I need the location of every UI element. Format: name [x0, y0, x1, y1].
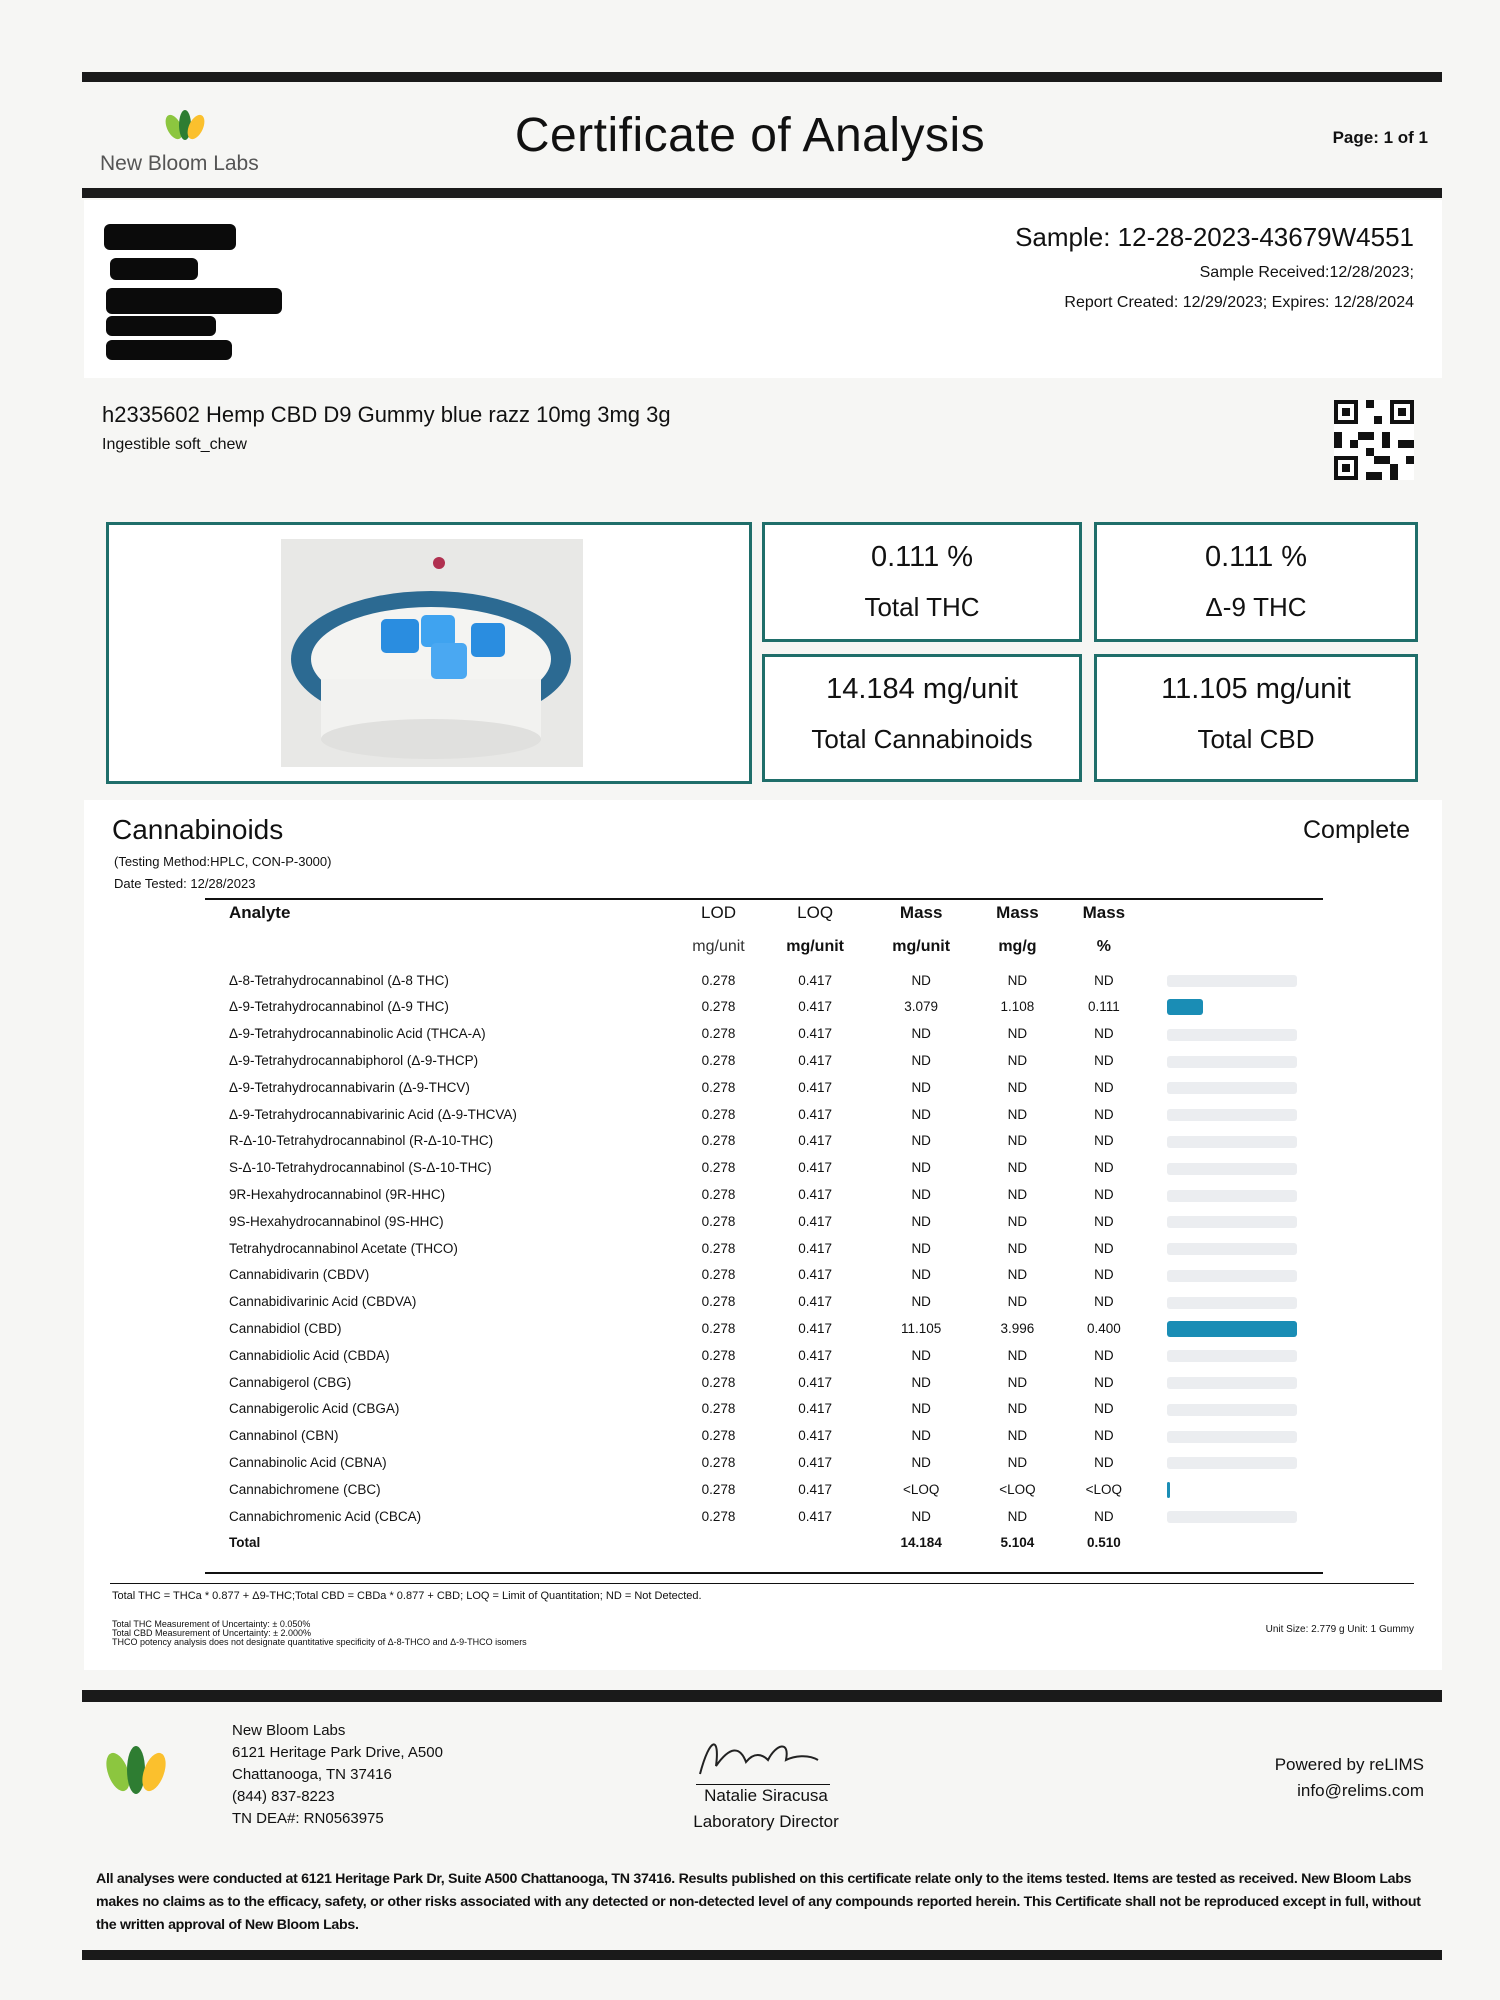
loq-value: 0.417 [798, 1026, 833, 1042]
loq-value: 0.417 [798, 1187, 833, 1203]
summary-label: Δ-9 THC [1205, 592, 1307, 622]
mass-mgg-value: ND [1007, 1053, 1028, 1069]
sample-received: Sample Received:12/28/2023; [1199, 264, 1414, 281]
col-mass-mgunit: Mass [899, 903, 943, 923]
result-bar-empty [1167, 1404, 1297, 1416]
result-bar-cell [1147, 1181, 1323, 1208]
mass-pct-value: 0.111 [1087, 999, 1120, 1015]
result-bar-empty [1167, 1377, 1297, 1389]
mass-mgg-value: ND [1007, 1187, 1028, 1203]
table-row [205, 1101, 1323, 1128]
lod-value: 0.278 [701, 999, 736, 1015]
mass-pct-value: ND [1094, 1294, 1114, 1310]
summary-value: 14.184 mg/unit [826, 673, 1018, 705]
mass-mgg-value: ND [1007, 1294, 1028, 1310]
loq-value: 0.417 [798, 1455, 833, 1471]
table-row [205, 1476, 1323, 1503]
mass-pct-value: ND [1094, 1347, 1114, 1363]
lod-value: 0.278 [701, 1455, 736, 1471]
thc-uncertainty: Total THC Measurement of Uncertainty: ± 0.050% [112, 1619, 311, 1629]
result-bar-empty [1167, 1190, 1297, 1202]
table-row [205, 1503, 1323, 1530]
mass-pct-value: ND [1094, 1401, 1114, 1417]
lod-value: 0.278 [701, 1294, 736, 1310]
mass-mgg-value: ND [1007, 1213, 1028, 1229]
analyte-name: Cannabidiolic Acid (CBDA) [229, 1347, 390, 1363]
mass-mgg-value: ND [1007, 972, 1028, 988]
mass-pct-value: ND [1094, 1106, 1114, 1122]
product-photo-frame [106, 522, 752, 784]
result-bar-empty [1167, 1511, 1297, 1523]
lod-value: 0.278 [701, 1133, 736, 1149]
loq-value: 0.417 [798, 1079, 833, 1095]
top-rule [82, 72, 1442, 82]
mass-pct-value: ND [1094, 1374, 1114, 1390]
result-bar-cell [1147, 1422, 1323, 1449]
mass-mgunit-value: ND [911, 1428, 931, 1444]
testing-method: (Testing Method:HPLC, CON-P-3000) [114, 854, 332, 869]
summary-label: Total Cannabinoids [811, 724, 1033, 754]
thco-note: THCO potency analysis does not designate quantitative specificity of Δ-8-THCO and Δ-9-THCO isomers [112, 1637, 527, 1647]
mass-pct-value: ND [1094, 1187, 1114, 1203]
analyte-name: Cannabidiol (CBD) [229, 1321, 342, 1337]
mass-mgg-value: ND [1007, 1106, 1028, 1122]
result-bar [1167, 1321, 1297, 1337]
result-bar-empty [1167, 1243, 1297, 1255]
product-type: Ingestible soft_chew [102, 436, 247, 453]
col-analyte: Analyte [229, 903, 291, 923]
mass-mgg-value: ND [1007, 1428, 1028, 1444]
mass-mgunit-value: ND [911, 1106, 931, 1122]
qr-code [1334, 400, 1414, 480]
mass-mgg-value: ND [1007, 1079, 1028, 1095]
product-photo [281, 539, 583, 767]
result-bar-cell [1147, 1288, 1323, 1315]
analyte-name: 9R-Hexahydrocannabinol (9R-HHC) [229, 1187, 446, 1203]
col-bar [1147, 900, 1323, 927]
mass-pct-value: ND [1094, 1213, 1114, 1229]
lod-value: 0.278 [701, 1106, 736, 1122]
summary-value: 0.111 % [1204, 541, 1308, 573]
result-bar-empty [1167, 1109, 1297, 1121]
mass-pct-value: 0.400 [1086, 1321, 1121, 1337]
summary-d9-thc [1094, 522, 1418, 642]
table-row [205, 967, 1323, 994]
table-row [205, 1369, 1323, 1396]
table-row [205, 1128, 1323, 1155]
mass-mgunit-value: ND [911, 1187, 931, 1203]
summary-total-thc [762, 522, 1082, 642]
result-bar-cell [1147, 1020, 1323, 1047]
analyte-name: Tetrahydrocannabinol Acetate (THCO) [229, 1240, 458, 1256]
mass-mgg-value: ND [1007, 1160, 1028, 1176]
summary-label: Total THC [864, 592, 980, 622]
summary-value: 11.105 mg/unit [1161, 673, 1351, 705]
total-blank [1147, 1530, 1323, 1557]
mass-mgg-value: ND [1007, 1455, 1028, 1471]
signer-title: Laboratory Director [693, 1812, 839, 1831]
mass-mgunit-value: ND [911, 1347, 931, 1363]
cannabinoids-table [205, 900, 1323, 1556]
mass-pct-value: ND [1094, 1455, 1114, 1471]
mass-mgg-value: ND [1007, 1026, 1028, 1042]
mass-mgunit-value: ND [911, 1508, 931, 1524]
result-bar-empty [1167, 975, 1297, 987]
analyte-name: Δ-9-Tetrahydrocannabivarinic Acid (Δ-9-THCVA) [229, 1106, 517, 1122]
lod-value: 0.278 [701, 1428, 736, 1444]
result-bar-empty [1167, 1350, 1297, 1362]
result-bar-empty [1167, 1029, 1297, 1041]
disclaimer: All analyses were conducted at 6121 Heritage Park Dr, Suite A500 Chattanooga, TN 37416. Results published on this certificate relate only to the items tested. Items are tested as received. New Bloom Labs makes no claims as to the efficacy, safety, or other risks associated with any detected or non-detected level of any compounds reported herein. This Certificate shall not be reproduced except in full, without the written approval of New Bloom Labs. [96, 1871, 1421, 1933]
mass-pct-value: ND [1094, 1160, 1114, 1176]
analyte-name: Cannabidivarinic Acid (CBDVA) [229, 1294, 417, 1310]
mass-mgunit-value: ND [911, 1374, 931, 1390]
formula-note: Total THC = THCa * 0.877 + Δ9-THC;Total CBD = CBDa * 0.877 + CBD; LOQ = Limit of Quantitation; ND = Not Detected. [112, 1590, 702, 1602]
result-bar [1167, 999, 1203, 1015]
mass-mgg-value: ND [1007, 1347, 1028, 1363]
analyte-name: Δ-8-Tetrahydrocannabinol (Δ-8 THC) [229, 972, 449, 988]
mass-pct-value: ND [1094, 1133, 1114, 1149]
loq-value: 0.417 [798, 1106, 833, 1122]
lod-value: 0.278 [701, 1079, 736, 1095]
col-mass-pct: Mass [1082, 903, 1126, 923]
total-label: Total [229, 1535, 261, 1551]
result-bar-empty [1167, 1056, 1297, 1068]
mass-pct-value: ND [1094, 1079, 1114, 1095]
result-bar-cell [1147, 1449, 1323, 1476]
loq-value: 0.417 [798, 1053, 833, 1069]
unit-blank [205, 927, 675, 967]
mass-pct-value: ND [1094, 1053, 1114, 1069]
result-bar-cell [1147, 1262, 1323, 1289]
mass-pct-value: <LOQ [1085, 1481, 1123, 1497]
mass-pct-value: ND [1094, 972, 1114, 988]
mass-mgg-value: 1.108 [1000, 999, 1035, 1015]
mass-mgg-value: ND [1007, 1508, 1028, 1524]
mass-mgunit-value: ND [911, 1213, 931, 1229]
result-bar-cell [1147, 967, 1323, 994]
mass-mgg-value: 3.996 [1000, 1321, 1035, 1337]
sample-id: Sample: 12-28-2023-43679W4551 [1015, 222, 1414, 252]
loq-value: 0.417 [798, 1160, 833, 1176]
result-bar-cell [1147, 1101, 1323, 1128]
table-header-row [205, 900, 1323, 927]
mass-mgunit-value: ND [911, 1267, 931, 1283]
product-name: h2335602 Hemp CBD D9 Gummy blue razz 10mg 3mg 3g [102, 402, 671, 427]
lod-value: 0.278 [701, 1508, 736, 1524]
unit-pct: % [1096, 937, 1111, 955]
table-row [205, 1422, 1323, 1449]
mass-mgunit-value: ND [911, 1401, 931, 1417]
analyte-name: Cannabichromene (CBC) [229, 1481, 381, 1497]
analyte-name: S-Δ-10-Tetrahydrocannabinol (S-Δ-10-THC) [229, 1160, 492, 1176]
result-bar-cell [1147, 1503, 1323, 1530]
loq-value: 0.417 [798, 1267, 833, 1283]
mass-mgg-value: ND [1007, 1374, 1028, 1390]
table-row [205, 1208, 1323, 1235]
total-pct: 0.510 [1086, 1535, 1121, 1551]
table-row [205, 1396, 1323, 1423]
result-bar-cell [1147, 1128, 1323, 1155]
summary-label: Total CBD [1197, 724, 1315, 754]
lod-value: 0.278 [701, 972, 736, 988]
result-bar-empty [1167, 1431, 1297, 1443]
table-row [205, 1047, 1323, 1074]
loq-value: 0.417 [798, 1481, 833, 1497]
mass-mgg-value: ND [1007, 1133, 1028, 1149]
analyte-name: Cannabigerolic Acid (CBGA) [229, 1401, 400, 1417]
analyte-name: 9S-Hexahydrocannabinol (9S-HHC) [229, 1213, 444, 1229]
unit-loq: mg/unit [786, 937, 844, 955]
col-loq: LOQ [797, 903, 834, 923]
loq-value: 0.417 [798, 1321, 833, 1337]
mass-mgg-value: <LOQ [999, 1481, 1036, 1497]
signature-line [696, 1784, 830, 1785]
analyte-name: Δ-9-Tetrahydrocannabivarin (Δ-9-THCV) [229, 1079, 470, 1095]
table-row [205, 1181, 1323, 1208]
analyte-name: Cannabinol (CBN) [229, 1428, 339, 1444]
result-bar-empty [1167, 1270, 1297, 1282]
result-bar-empty [1167, 1163, 1297, 1175]
lod-value: 0.278 [701, 1026, 736, 1042]
table-row [205, 1288, 1323, 1315]
address-line: Chattanooga, TN 37416 [232, 1766, 392, 1783]
loq-value: 0.417 [798, 1294, 833, 1310]
table-bottom-rule [205, 1572, 1323, 1574]
section-title: Cannabinoids [112, 814, 284, 845]
lod-value: 0.278 [701, 1213, 736, 1229]
unit-bar [1147, 927, 1323, 967]
loq-value: 0.417 [798, 1428, 833, 1444]
total-mgg: 5.104 [1000, 1535, 1035, 1551]
redacted-client-line [106, 316, 216, 336]
loq-value: 0.417 [798, 972, 833, 988]
address-line: (844) 837-8223 [232, 1788, 335, 1805]
result-bar [1167, 1482, 1170, 1498]
result-bar-cell [1147, 1154, 1323, 1181]
result-bar-cell [1147, 1342, 1323, 1369]
mass-mgg-value: ND [1007, 1240, 1028, 1256]
summary-total-cbd [1094, 654, 1418, 782]
table-row [205, 994, 1323, 1021]
result-bar-empty [1167, 1297, 1297, 1309]
mass-mgunit-value: ND [911, 1079, 931, 1095]
col-mass-mgg: Mass [996, 903, 1039, 923]
loq-value: 0.417 [798, 999, 833, 1015]
analyte-name: Cannabidivarin (CBDV) [229, 1267, 370, 1283]
analyte-name: Cannabinolic Acid (CBNA) [229, 1455, 387, 1471]
signer-name: Natalie Siracusa [704, 1786, 828, 1805]
result-bar-cell [1147, 1074, 1323, 1101]
uncertainty-notes [112, 1620, 527, 1647]
mass-pct-value: ND [1094, 1428, 1114, 1444]
address-line: New Bloom Labs [232, 1722, 346, 1739]
table-row [205, 1342, 1323, 1369]
lod-value: 0.278 [701, 1401, 736, 1417]
mass-mgunit-value: 11.105 [901, 1321, 942, 1337]
analyte-name: Δ-9-Tetrahydrocannabinol (Δ-9 THC) [229, 999, 449, 1015]
table-row [205, 1262, 1323, 1289]
result-bar-cell [1147, 1396, 1323, 1423]
loq-value: 0.417 [798, 1347, 833, 1363]
table-total-row [205, 1530, 1323, 1557]
analyte-name: R-Δ-10-Tetrahydrocannabinol (R-Δ-10-THC) [229, 1133, 494, 1149]
result-bar-empty [1167, 1082, 1297, 1094]
mass-mgunit-value: ND [911, 1160, 931, 1176]
mass-mgunit-value: ND [911, 1294, 931, 1310]
table-row [205, 1020, 1323, 1047]
table-unit-row [205, 927, 1323, 967]
result-bar-empty [1167, 1136, 1297, 1148]
document-title: Certificate of Analysis [514, 109, 986, 162]
contact-email: info@relims.com [1297, 1781, 1424, 1800]
analyte-name: Cannabigerol (CBG) [229, 1374, 352, 1390]
mass-mgunit-value: ND [911, 1053, 931, 1069]
loq-value: 0.417 [798, 1508, 833, 1524]
footer-rule [82, 1690, 1442, 1702]
result-bar-empty [1167, 1457, 1297, 1469]
summary-total-cannabinoids [762, 654, 1082, 782]
analyte-name: Cannabichromenic Acid (CBCA) [229, 1508, 422, 1524]
address-line: 6121 Heritage Park Drive, A500 [232, 1744, 443, 1761]
mass-pct-value: ND [1094, 1240, 1114, 1256]
mass-mgunit-value: ND [911, 972, 931, 988]
loq-value: 0.417 [798, 1401, 833, 1417]
mass-mgunit-value: <LOQ [902, 1481, 940, 1497]
header-rule [82, 188, 1442, 198]
redacted-client-line [106, 288, 282, 314]
mass-mgunit-value: 3.079 [904, 999, 939, 1015]
result-bar-cell [1147, 1047, 1323, 1074]
col-lod: LOD [701, 903, 736, 923]
redacted-client-line [106, 340, 232, 360]
result-bar-cell [1147, 994, 1323, 1021]
result-bar-cell [1147, 1369, 1323, 1396]
loq-value: 0.417 [798, 1213, 833, 1229]
mass-pct-value: ND [1094, 1267, 1114, 1283]
section-status: Complete [1303, 816, 1410, 844]
unit-lod: mg/unit [692, 937, 745, 955]
lod-value: 0.278 [701, 1267, 736, 1283]
lab-name: New Bloom Labs [100, 152, 259, 175]
lod-value: 0.278 [701, 1240, 736, 1256]
analyte-name: Δ-9-Tetrahydrocannabinolic Acid (THCA-A) [229, 1026, 486, 1042]
mass-mgg-value: ND [1007, 1401, 1028, 1417]
table-row [205, 1074, 1323, 1101]
lab-address [232, 1720, 443, 1830]
result-bar-cell [1147, 1476, 1323, 1503]
bottom-rule [82, 1950, 1442, 1960]
total-blank [762, 1530, 868, 1557]
mass-pct-value: ND [1094, 1508, 1114, 1524]
mass-mgunit-value: ND [911, 1455, 931, 1471]
lod-value: 0.278 [701, 1481, 736, 1497]
lod-value: 0.278 [701, 1347, 736, 1363]
lod-value: 0.278 [701, 1053, 736, 1069]
table-row [205, 1449, 1323, 1476]
mass-pct-value: ND [1094, 1026, 1114, 1042]
total-blank [675, 1530, 762, 1557]
mass-mgunit-value: ND [911, 1240, 931, 1256]
date-tested: Date Tested: 12/28/2023 [114, 876, 256, 891]
page-number: Page: 1 of 1 [1332, 128, 1428, 147]
redacted-client-line [110, 258, 198, 280]
analyte-name: Δ-9-Tetrahydrocannabiphorol (Δ-9-THCP) [229, 1053, 479, 1069]
table-row [205, 1235, 1323, 1262]
lod-value: 0.278 [701, 1321, 736, 1337]
lod-value: 0.278 [701, 1187, 736, 1203]
loq-value: 0.417 [798, 1240, 833, 1256]
total-mgunit: 14.184 [900, 1535, 942, 1551]
signature-image [690, 1726, 830, 1784]
mass-mgunit-value: ND [911, 1026, 931, 1042]
result-bar-cell [1147, 1235, 1323, 1262]
powered-by: Powered by reLIMS [1274, 1755, 1424, 1774]
redacted-client-line [104, 224, 236, 250]
report-dates: Report Created: 12/29/2023; Expires: 12/28/2024 [1064, 294, 1414, 311]
mass-mgunit-value: ND [911, 1133, 931, 1149]
mass-mgg-value: ND [1007, 1267, 1028, 1283]
loq-value: 0.417 [798, 1374, 833, 1390]
result-bar-empty [1167, 1216, 1297, 1228]
lod-value: 0.278 [701, 1160, 736, 1176]
table-row [205, 1315, 1323, 1342]
leaf-footer-icon [96, 1740, 176, 1800]
unit-mgg: mg/g [998, 937, 1037, 955]
result-bar-cell [1147, 1208, 1323, 1235]
unit-mgunit: mg/unit [892, 937, 951, 955]
cbd-uncertainty: Total CBD Measurement of Uncertainty: ± 2.000% [112, 1628, 312, 1638]
table-row [205, 1154, 1323, 1181]
notes-top-rule [110, 1583, 1414, 1584]
address-line: TN DEA#: RN0563975 [232, 1810, 384, 1827]
lod-value: 0.278 [701, 1374, 736, 1390]
loq-value: 0.417 [798, 1133, 833, 1149]
summary-value: 0.111 % [870, 541, 974, 573]
unit-size: Unit Size: 2.779 g Unit: 1 Gummy [1265, 1624, 1414, 1635]
result-bar-cell [1147, 1315, 1323, 1342]
